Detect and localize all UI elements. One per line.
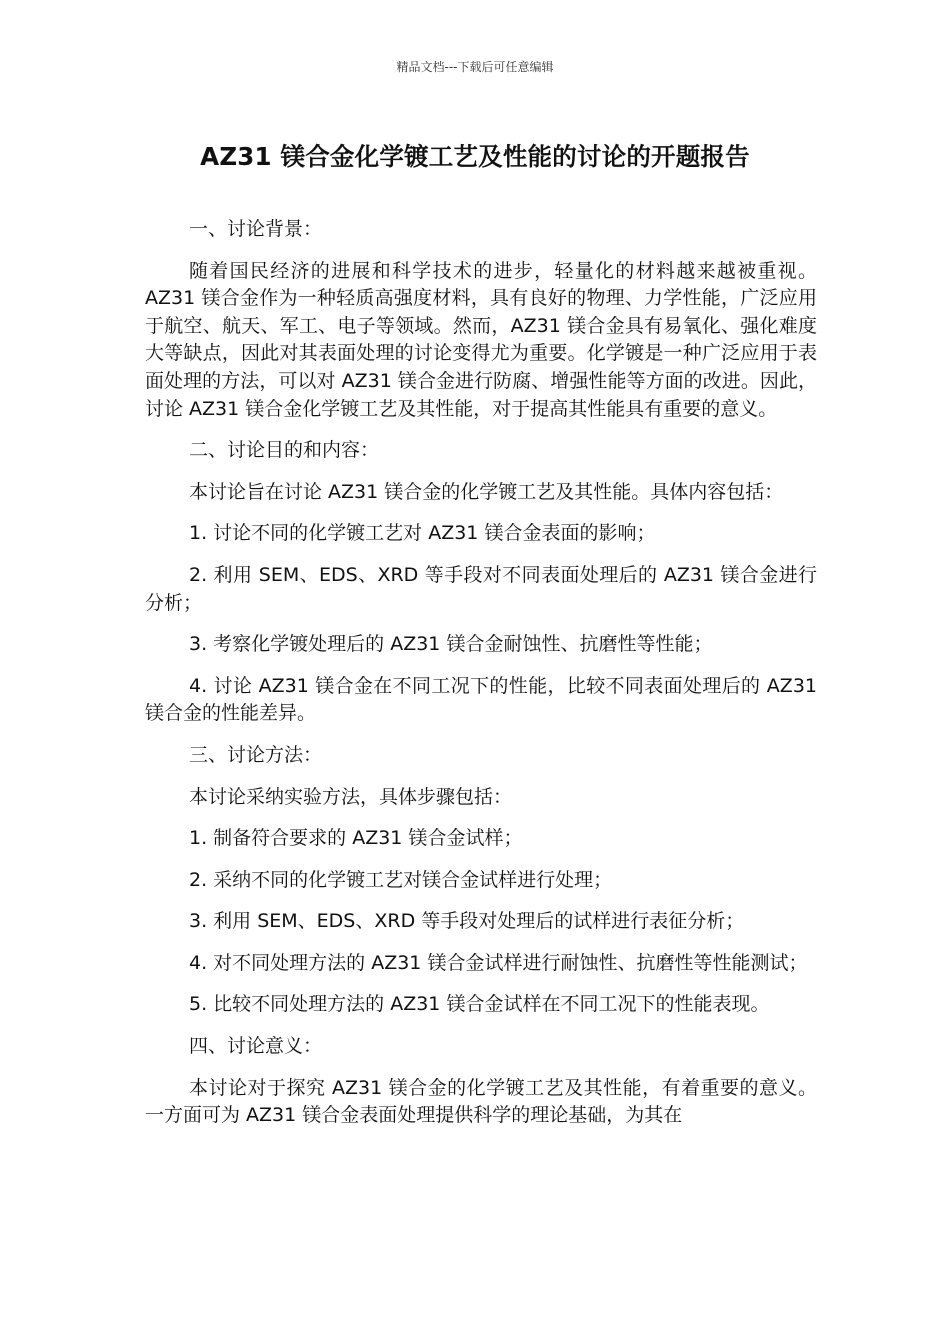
section-heading-significance: 四、讨论意义： <box>189 1035 323 1058</box>
section-heading-method: 三、讨论方法： <box>189 743 323 766</box>
list-item-method-1: 1. 制备符合要求的 AZ31 镁合金试样； <box>189 827 523 850</box>
list-item-purpose-3: 3. 考察化学镀处理后的 AZ31 镁合金耐蚀性、抗磨性等性能； <box>189 633 713 656</box>
list-item-method-3: 3. 利用 SEM、EDS、XRD 等手段对处理后的试样进行表征分析； <box>189 910 745 933</box>
header-note: 精品文档---下载后可任意编辑 <box>396 60 554 74</box>
paragraph-purpose-intro: 本讨论旨在讨论 AZ31 镁合金的化学镀工艺及其性能。具体内容包括： <box>189 480 784 503</box>
list-item-method-4: 4. 对不同处理方法的 AZ31 镁合金试样进行耐蚀性、抗磨性等性能测试； <box>189 951 808 974</box>
list-item-method-2: 2. 采纳不同的化学镀工艺对镁合金试样进行处理； <box>189 868 613 891</box>
list-item-purpose-2: 2. 利用 SEM、EDS、XRD 等手段对不同表面处理后的 AZ31 镁合金进行分析； <box>145 563 817 614</box>
list-item-purpose-1: 1. 讨论不同的化学镀工艺对 AZ31 镁合金表面的影响； <box>189 522 656 545</box>
section-heading-purpose: 二、讨论目的和内容： <box>189 439 380 462</box>
document-body <box>145 216 817 1144</box>
paragraph-background: 随着国民经济的进展和科学技术的进步，轻量化的材料越来越被重视。AZ31 镁合金作为一种轻质高强度材料，具有良好的物理、力学性能，广泛应用于航空、航天、军工、电子等领域。然而，AZ31 镁合金具有易氧化、强化难度大等缺点，因此对其表面处理的讨论变得尤为重要。化学镀是一种广泛应用于表面处理的方法，可以对 AZ31 镁合金进行防腐、增强性能等方面的改进。因此，讨论 AZ31 镁合金化学镀工艺及其性能，对于提高其性能具有重要的意义。 <box>145 259 817 420</box>
paragraph-significance: 本讨论对于探究 AZ31 镁合金的化学镀工艺及其性能，有着重要的意义。一方面可为 AZ31 镁合金表面处理提供科学的理论基础，为其在 <box>145 1076 817 1127</box>
section-heading-background: 一、讨论背景： <box>189 218 323 240</box>
list-item-purpose-4: 4. 讨论 AZ31 镁合金在不同工况下的性能，比较不同表面处理后的 AZ31 镁合金的性能差异。 <box>145 674 817 725</box>
list-item-method-5: 5. 比较不同处理方法的 AZ31 镁合金试样在不同工况下的性能表现。 <box>189 993 770 1016</box>
document-title: AZ31 镁合金化学镀工艺及性能的讨论的开题报告 <box>200 142 750 171</box>
paragraph-method-intro: 本讨论采纳实验方法，具体步骤包括： <box>189 785 513 808</box>
